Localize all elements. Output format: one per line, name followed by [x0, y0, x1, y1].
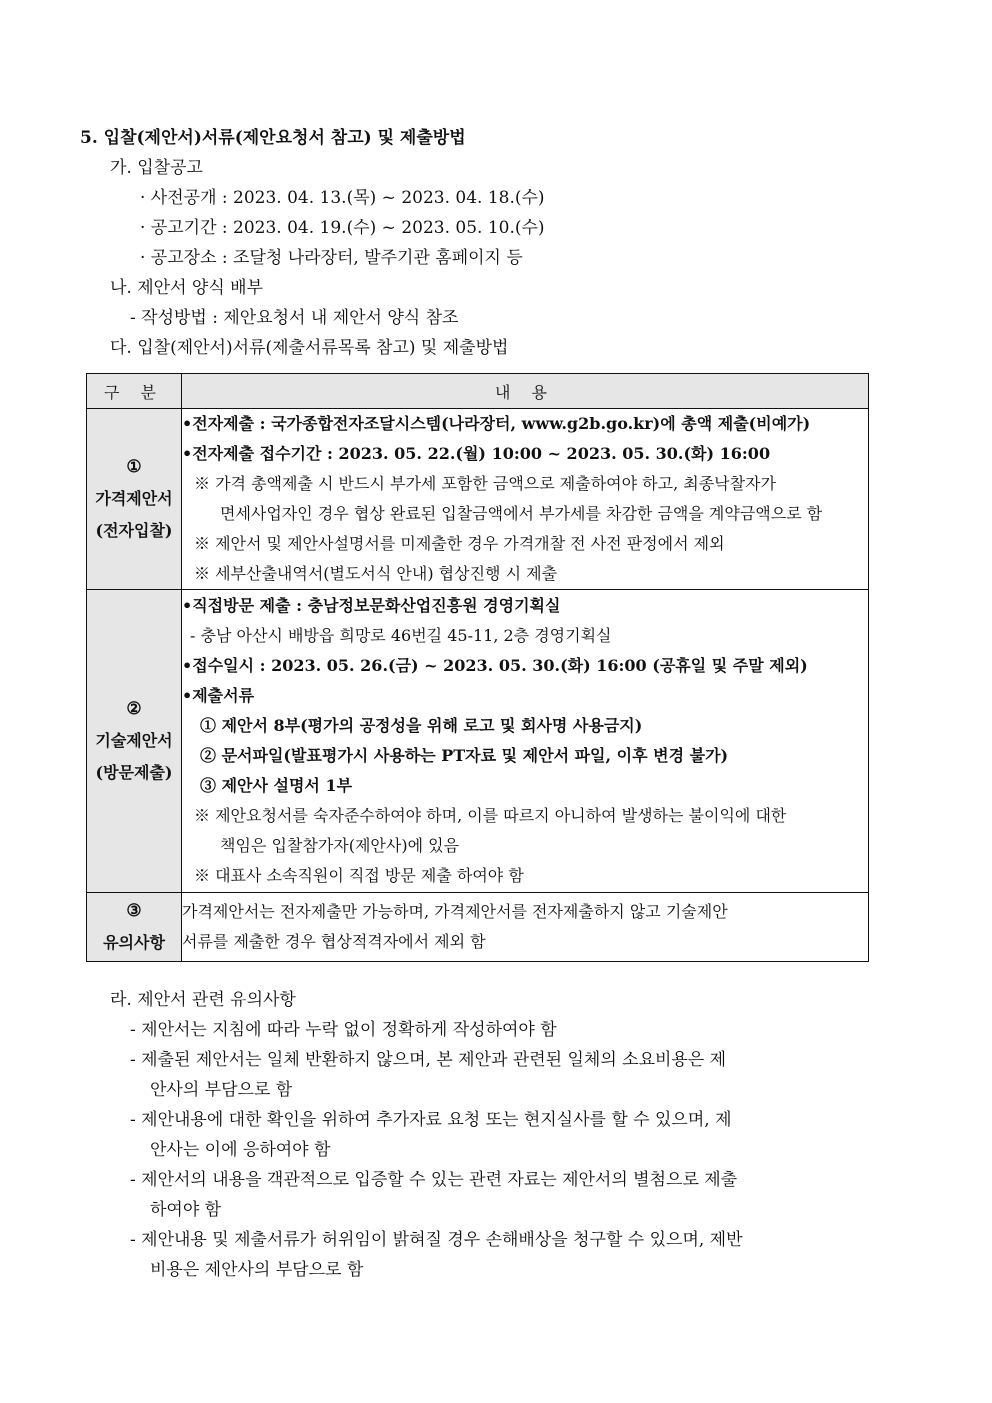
row-label-technical	[87, 590, 182, 893]
list-item-continuation: 하여야 함	[150, 1200, 222, 1220]
content-line: 가격제안서는 전자제출만 가능하며, 가격제안서를 전자제출하지 않고 기술제안	[182, 902, 728, 921]
content-line: ※ 가격 총액제출 시 반드시 부가세 포함한 금액으로 제출하여야 하고, 최종낙찰자가	[194, 474, 776, 493]
row-number: ③	[126, 901, 142, 921]
row-content-notes	[182, 893, 869, 962]
row-label-line: (방문제출)	[95, 763, 173, 782]
row-label-line: 유의사항	[103, 933, 165, 952]
content-line: 책임은 입찰참가자(제안사)에 있음	[220, 836, 460, 855]
row-label-price	[87, 409, 182, 590]
row-label-line: 가격제안서	[95, 489, 173, 508]
list-item: - 제안서는 지침에 따라 누락 없이 정확하게 작성하여야 함	[130, 1020, 557, 1040]
row-number: ①	[126, 457, 142, 477]
list-item-continuation: 안사의 부담으로 함	[150, 1080, 293, 1100]
content-line: 서류를 제출한 경우 협상적격자에서 제외 함	[182, 932, 486, 951]
content-line: •직접방문 제출 : 충남정보문화산업진흥원 경영기획실	[182, 596, 561, 615]
table-row	[87, 409, 869, 590]
content-line: •접수일시 : 2023. 05. 26.(금) ~ 2023. 05. 30.(화) 16:00 (공휴일 및 주말 제외)	[182, 656, 808, 675]
table-header-row	[87, 374, 869, 409]
content-line: •전자제출 접수기간 : 2023. 05. 22.(월) 10:00 ~ 2023. 05. 30.(화) 16:00	[182, 444, 771, 463]
list-item: · 공고기간 : 2023. 04. 19.(수) ~ 2023. 05. 10.(수)	[140, 218, 545, 238]
content-line: ① 제안서 8부(평가의 공정성을 위해 로고 및 회사명 사용금지)	[200, 716, 643, 735]
list-item: - 제출된 제안서는 일체 반환하지 않으며, 본 제안과 관련된 일체의 소요비용은 제	[130, 1050, 727, 1070]
content-line: •제출서류	[182, 686, 255, 705]
list-item-continuation: 비용은 제안사의 부담으로 함	[150, 1260, 364, 1280]
submission-table	[86, 373, 869, 962]
content-line: ※ 대표사 소속직원이 직접 방문 제출 하여야 함	[194, 866, 524, 885]
content-line: ※ 세부산출내역서(별도서식 안내) 협상진행 시 제출	[194, 564, 558, 583]
content-line: - 충남 아산시 배방읍 희망로 46번길 45-11, 2층 경영기획실	[190, 626, 612, 645]
table-header-content: 내 용	[182, 374, 869, 409]
content-line: 면세사업자인 경우 협상 완료된 입찰금액에서 부가세를 차감한 금액을 계약금액으로 함	[220, 504, 823, 523]
content-line: ③ 제안사 설명서 1부	[200, 776, 353, 795]
content-line: ※ 제안요청서를 숙자준수하여야 하며, 이를 따르지 아니하여 발생하는 불이익에 대한	[194, 806, 787, 825]
content-line: ② 문서파일(발표평가시 사용하는 PT자료 및 제안서 파일, 이후 변경 불가)	[200, 746, 729, 765]
section-title: 5. 입찰(제안서)서류(제안요청서 참고) 및 제출방법	[80, 128, 466, 148]
table-row	[87, 893, 869, 962]
table-row	[87, 590, 869, 893]
row-content-technical	[182, 590, 869, 893]
row-label-line: (전자입찰)	[95, 521, 173, 540]
list-item: - 제안내용 및 제출서류가 허위임이 밝혀질 경우 손해배상을 청구할 수 있으며, 제반	[130, 1230, 743, 1250]
list-item: · 공고장소 : 조달청 나라장터, 발주기관 홈페이지 등	[140, 248, 523, 268]
row-number: ②	[126, 699, 142, 719]
list-item: - 제안내용에 대한 확인을 위하여 추가자료 요청 또는 현지실사를 할 수 있으며, 제	[130, 1110, 732, 1130]
list-item: - 제안서의 내용을 객관적으로 입증할 수 있는 관련 자료는 제안서의 별첨으로 제출	[130, 1170, 738, 1190]
row-content-price	[182, 409, 869, 590]
list-item-continuation: 안사는 이에 응하여야 함	[150, 1140, 331, 1160]
subsection-na-heading: 나. 제안서 양식 배부	[110, 278, 263, 298]
table-header-category: 구 분	[87, 374, 182, 409]
row-label-line: 기술제안서	[95, 731, 173, 750]
subsection-ra-heading: 라. 제안서 관련 유의사항	[110, 990, 296, 1010]
list-item: - 작성방법 : 제안요청서 내 제안서 양식 참조	[130, 308, 459, 328]
subsection-da-heading: 다. 입찰(제안서)서류(제출서류목록 참고) 및 제출방법	[110, 338, 509, 358]
content-line: •전자제출 : 국가종합전자조달시스템(나라장터, www.g2b.go.kr)에 총액 제출(비예가)	[182, 414, 811, 433]
row-label-notes	[87, 893, 182, 962]
list-item: · 사전공개 : 2023. 04. 13.(목) ~ 2023. 04. 18.(수)	[140, 188, 545, 208]
content-line: ※ 제안서 및 제안사설명서를 미제출한 경우 가격개찰 전 사전 판정에서 제외	[194, 534, 725, 553]
subsection-ga-heading: 가. 입찰공고	[110, 158, 203, 178]
